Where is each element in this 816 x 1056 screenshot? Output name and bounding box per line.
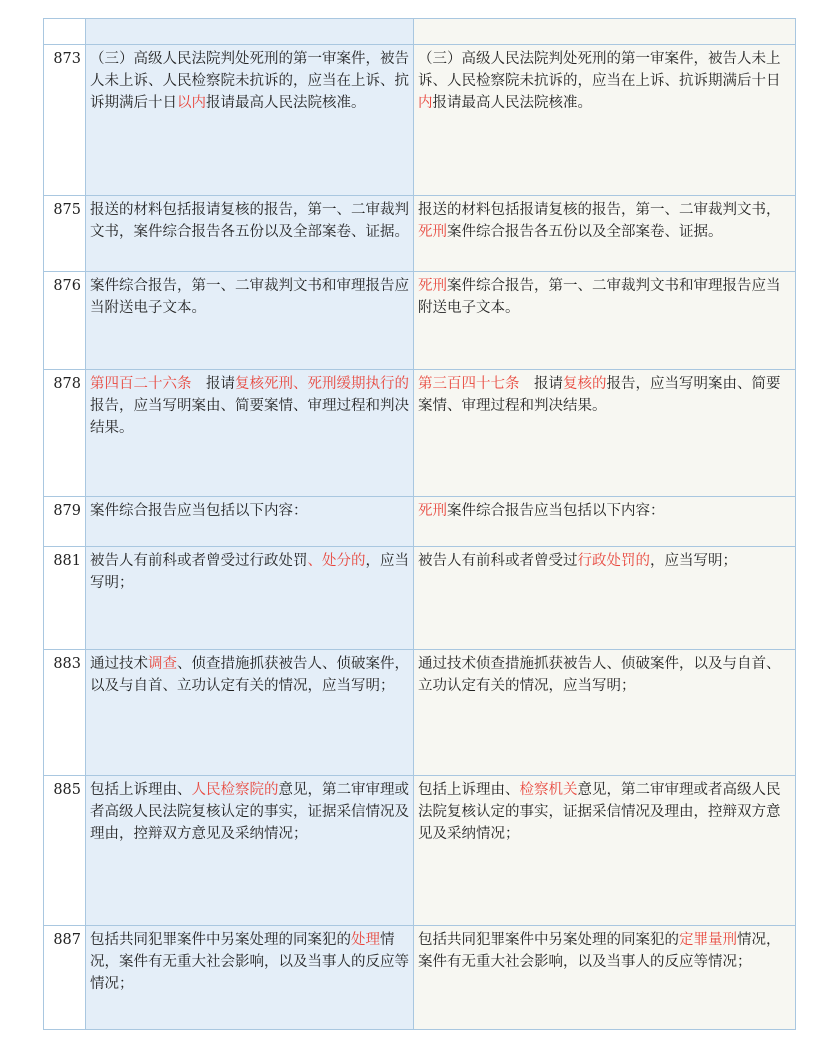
old-text-cell xyxy=(86,370,414,497)
clause-text: 被告人有前科或者曾受过行政处罚 xyxy=(90,553,308,569)
table-row xyxy=(44,547,796,650)
clause-text: （三）高级人民法院判处死刑的第一审案件，被告人未上诉、人民检察院未抗诉的，应当在上诉、抗诉期满后十日 xyxy=(418,51,781,89)
clause-text: 案件综合报告，第一、二审裁判文书和审理报告应当附送电子文本。 xyxy=(90,278,409,316)
old-text-cell xyxy=(86,45,414,196)
row-number: 887 xyxy=(44,926,86,1030)
table-row xyxy=(44,776,796,926)
row-number: 878 xyxy=(44,370,86,497)
new-text-cell xyxy=(414,19,796,45)
new-text-cell xyxy=(414,926,796,1030)
new-text-cell xyxy=(414,776,796,926)
clause-text: 案件综合报告应当包括以下内容： xyxy=(447,503,665,519)
changed-text: 复核死刑、死刑缓期执行的 xyxy=(235,376,409,392)
changed-text: 定罪量刑 xyxy=(679,932,737,948)
row-number: 875 xyxy=(44,196,86,272)
clause-text: （三）高级人民法院判处死刑的第一审案件，被告人未上诉、人民检察院未抗诉的，应当在上诉、抗诉期满后十日 xyxy=(90,51,409,111)
old-text-cell xyxy=(86,650,414,776)
clause-text: 报送的材料包括报请复核的报告，第一、二审裁判文书，案件综合报告各五份以及全部案卷、证据。 xyxy=(90,202,409,240)
clause-text: 被告人有前科或者曾受过 xyxy=(418,553,578,569)
old-text-cell xyxy=(86,547,414,650)
clause-text: 、侦查措施抓获被告人、侦破案件，以及与自首、立功认定有关的情况，应当写明； xyxy=(90,656,409,694)
old-text-cell xyxy=(86,196,414,272)
clause-text: 报请 xyxy=(519,376,563,392)
clause-text: 情况，案件有无重大社会影响，以及当事人的反应等情况； xyxy=(418,932,781,970)
clause-text: 报请最高人民法院核准。 xyxy=(432,95,592,111)
row-number: 879 xyxy=(44,497,86,547)
clause-text: 案件综合报告应当包括以下内容： xyxy=(90,503,308,519)
clause-text: ，应当写明； xyxy=(90,553,409,591)
table-row xyxy=(44,370,796,497)
row-number xyxy=(44,19,86,45)
clause-text: 包括共同犯罪案件中另案处理的同案犯的 xyxy=(90,932,351,948)
clause-text: 报请最高人民法院核准。 xyxy=(206,95,366,111)
clause-text: 通过技术 xyxy=(90,656,148,672)
row-number: 873 xyxy=(44,45,86,196)
changed-text: 死刑 xyxy=(418,503,447,519)
clause-text: 包括上诉理由、 xyxy=(90,782,192,798)
changed-text: 死刑 xyxy=(418,224,447,240)
changed-text: 行政处罚的 xyxy=(577,553,650,569)
table-row xyxy=(44,650,796,776)
clause-text: 报告，应当写明案由、简要案情、审理过程和判决结果。 xyxy=(90,398,409,436)
changed-text: 人民检察院的 xyxy=(191,782,279,798)
changed-text: 死刑 xyxy=(418,278,447,294)
table-row xyxy=(44,45,796,196)
old-text-cell xyxy=(86,272,414,370)
table-row xyxy=(44,497,796,547)
clause-text: 意见，第二审审理或者高级人民法院复核认定的事实，证据采信情况及理由，控辩双方意见及采纳情况； xyxy=(90,782,409,842)
table-row xyxy=(44,272,796,370)
clause-text: 报请 xyxy=(191,376,235,392)
new-text-cell xyxy=(414,650,796,776)
new-text-cell xyxy=(414,547,796,650)
old-text-cell xyxy=(86,776,414,926)
row-number: 883 xyxy=(44,650,86,776)
new-text-cell xyxy=(414,497,796,547)
changed-text: 、处分的 xyxy=(307,553,366,569)
row-number: 876 xyxy=(44,272,86,370)
new-text-cell xyxy=(414,370,796,497)
changed-text: 第四百二十六条 xyxy=(90,376,192,392)
clause-text: 报送的材料包括报请复核的报告，第一、二审裁判文书， xyxy=(418,202,781,218)
clause-text: 包括共同犯罪案件中另案处理的同案犯的 xyxy=(418,932,679,948)
clause-text: 通过技术侦查措施抓获被告人、侦破案件，以及与自首、立功认定有关的情况，应当写明； xyxy=(418,656,781,694)
clause-text: ，应当写明； xyxy=(650,553,737,569)
changed-text: 复核的 xyxy=(563,376,607,392)
old-text-cell xyxy=(86,497,414,547)
new-text-cell xyxy=(414,45,796,196)
clause-text: 案件综合报告各五份以及全部案卷、证据。 xyxy=(447,224,723,240)
clause-text: 情况，案件有无重大社会影响，以及当事人的反应等情况； xyxy=(90,932,409,992)
changed-text: 处理 xyxy=(351,932,380,948)
old-text-cell xyxy=(86,926,414,1030)
changed-text: 检察机关 xyxy=(519,782,578,798)
changed-text: 第三百四十七条 xyxy=(418,376,520,392)
clause-text: 报告，应当写明案由、简要案情、审理过程和判决结果。 xyxy=(418,376,781,414)
table-row xyxy=(44,196,796,272)
table-row xyxy=(44,19,796,45)
comparison-table xyxy=(43,18,796,1030)
old-text-cell xyxy=(86,19,414,45)
row-number: 885 xyxy=(44,776,86,926)
changed-text: 调查 xyxy=(148,656,177,672)
clause-text: 包括上诉理由、 xyxy=(418,782,520,798)
new-text-cell xyxy=(414,272,796,370)
new-text-cell xyxy=(414,196,796,272)
changed-text: 内 xyxy=(418,95,433,111)
clause-text: 意见，第二审审理或者高级人民法院复核认定的事实，证据采信情况及理由，控辩双方意见及采纳情况； xyxy=(418,782,781,842)
row-number: 881 xyxy=(44,547,86,650)
clause-text: 案件综合报告，第一、二审裁判文书和审理报告应当附送电子文本。 xyxy=(418,278,781,316)
table-row xyxy=(44,926,796,1030)
changed-text: 以内 xyxy=(177,95,206,111)
